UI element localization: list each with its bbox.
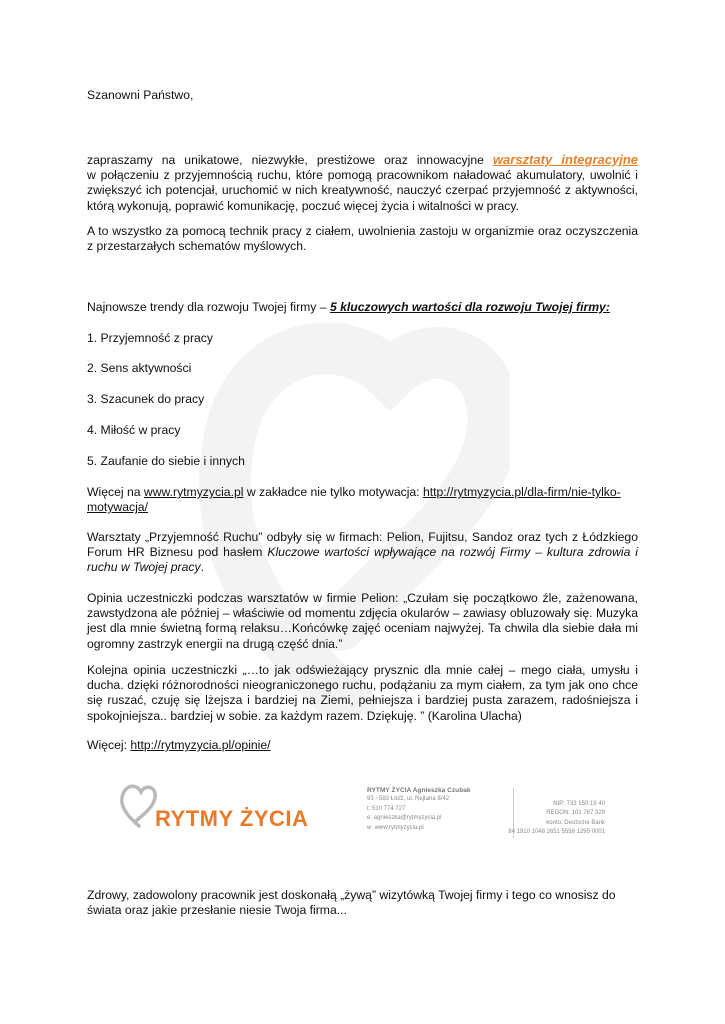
closing-paragraph: Zdrowy, zadowolony pracownik jest doskonałą „żywą” wizytówką Twojej firmy i tego co wnosisz do świata oraz jakie przesłanie niesie Twoja firma... [87, 888, 616, 918]
opinions-link[interactable]: http://rytmyzycia.pl/opinie/ [130, 738, 271, 752]
intro-line-4: którą wykonują, poprawić komunikację, poczuć więcej życia i witalności w pracy. [87, 198, 519, 213]
logo-wordmark: RYTMY ŻYCIA [155, 806, 309, 831]
company-regon: REGON: 101 787 329 [546, 810, 605, 817]
company-contact [367, 786, 471, 833]
value-item-5: 5. Zaufanie do siebie i innych [87, 454, 245, 468]
opinion-pelion: Opinia uczestniczki podczas warsztatów w firmie Pelion: „Czułam się początkowo źle, zażenowana, zawstydzona ale później – właściwie od momentu zdjęcia okularów – zawiasy obluzowały się. Muzyka jest dla mnie świetną formą relaksu…Końcówkę zajęć oceniam najwyżej. Ta chwila dla siebie dała mi ogromny zastrzyk energii na drugą część dnia.” [87, 591, 638, 651]
intro-paragraph [87, 152, 638, 214]
more-info [87, 485, 638, 515]
techniques-paragraph: A to wszystko za pomocą technik pracy z ciałem, uwolnienia zastoju w organizmie oraz oczyszczenia z przestarzałych schematów myślowych. [87, 224, 638, 254]
value-item-3: 3. Szacunek do pracy [87, 392, 205, 406]
motivation-link[interactable]: http://rytmyzycia.pl/dla-firm/nie-tylko-motywacja/ [87, 485, 621, 515]
intro-line-2: w połączeniu z przyjemnością ruchu, które pomogą pracownikom naładować akumulatory, uwolnić i [87, 168, 638, 183]
value-item-1: 1. Przyjemność z pracy [87, 331, 213, 345]
company-registration [497, 800, 605, 838]
more-info-middle: w zakładce nie tylko motywacja: [243, 485, 423, 499]
workshops-end: . [200, 560, 204, 575]
company-email: e: agnieszka@rytmyzycia.pl [367, 815, 442, 822]
intro-line-3: zwiększyć ich potencjał, uruchomić w nich kreatywność, nauczyć czerpać przyjemność z aktywności, [87, 183, 638, 198]
company-bank: konto: Deutsche Bank [546, 819, 605, 826]
more-info-prefix: Więcej na [87, 485, 144, 499]
value-item-4: 4. Miłość w pracy [87, 423, 181, 437]
intro-text: zapraszamy na unikatowe, niezwykłe, prestiżowe oraz innowacyjne [87, 153, 484, 167]
trends-prefix: Najnowsze trendy dla rozwoju Twojej firmy – [87, 300, 330, 314]
value-item-2: 2. Sens aktywności [87, 361, 192, 375]
site-link[interactable]: www.rytmyzycia.pl [143, 485, 244, 499]
greeting: Szanowni Państwo, [87, 88, 194, 102]
workshops-text: Warsztaty „Przyjemność Ruchu” odbyły się w firmach: Pelion, Fujitsu, Sandoz oraz tych z Łódzkiego Forum HR Biznesu pod hasłem [87, 530, 638, 560]
company-web: w: www.rytmyzycia.pl [367, 824, 424, 831]
opinion-karolina: Kolejna opinia uczestniczki „…to jak odświeżający prysznic dla mnie całej – mego ciała, umysłu i ducha. dzięki różnorodności nieograniczonego ruchu, podążaniu za mym ciałem, za tym jak ono chce się ruszać, czuję się lżejsza i bardziej na Ziemi, pełniejsza i bardziej pusta zarazem, radośniejsza i spokojniejsza.. bardziej w sobie. za każdym razem. Dziękuję. ” (Karolina Ulacha) [87, 663, 638, 723]
company-nip: NIP: 733 150 19 40 [553, 801, 605, 807]
letterhead-footer [87, 778, 638, 848]
company-account: 84 1910 1048 2651 5558 1295 0001 [508, 829, 605, 836]
workshops-slogan: Kluczowe wartości wpływające na rozwój Firmy – kultura zdrowia i ruchu w Twojej pracy [87, 545, 638, 575]
more-opinions [87, 738, 638, 753]
trends-emphasis: 5 kluczowych wartości dla rozwoju Twojej firmy: [329, 300, 610, 314]
company-phone: t: 510 774 727 [367, 805, 406, 812]
workshops-paragraph [87, 530, 638, 576]
trends-heading [87, 300, 638, 315]
workshops-highlight: warsztaty integracyjne [492, 152, 638, 167]
more-opinions-prefix: Więcej: [87, 738, 131, 752]
company-address: 93 - 583 Łódź, ul. Rejtana 8/42 [367, 796, 450, 803]
company-name: RYTMY ŻYCIA Agnieszka Czubak [367, 787, 471, 794]
